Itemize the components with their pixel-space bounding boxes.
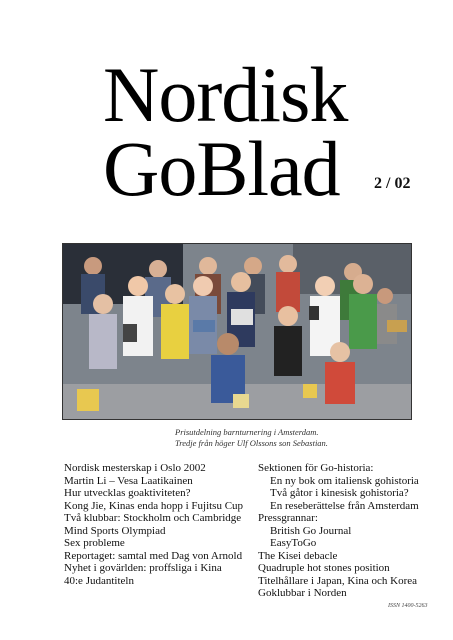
toc-section-heading: Pressgrannar:: [258, 512, 318, 524]
toc-item: Sex probleme: [64, 537, 125, 549]
toc-right-column: [258, 462, 438, 600]
toc-item: Kong Jie, Kinas enda hopp i Fujitsu Cup: [64, 499, 244, 512]
toc-item: Martin Li – Vesa Laatikainen: [64, 474, 193, 487]
toc-section-heading: Sektionen för Go-historia:: [258, 462, 374, 474]
caption-line2: Tredje från höger Ulf Olssons son Sebastian.: [175, 438, 328, 448]
toc-item: The Kisei debacle: [258, 549, 338, 562]
masthead-title-line1: Nordisk: [103, 51, 348, 138]
toc-item: Goklubbar i Norden: [258, 587, 347, 599]
toc-subitem: EasyToGo: [270, 537, 317, 549]
caption-line1: Prisutdelning barnturnering i Amsterdam.: [175, 427, 319, 437]
issn-number: ISSN 1400-5263: [388, 603, 428, 609]
toc-item: Två klubbar: Stockholm och Cambridge: [64, 512, 242, 524]
toc-item: Nordisk mesterskap i Oslo 2002: [64, 462, 206, 474]
toc-item: Titelhållare i Japan, Kina och Korea: [258, 574, 418, 587]
toc-left-column: [64, 462, 254, 587]
toc-subitem: En reseberättelse från Amsterdam: [270, 499, 419, 512]
toc-item: Nyhet i govärlden: proffsliga i Kina: [64, 562, 222, 574]
toc-item: 40:e Judantiteln: [64, 574, 134, 587]
toc-subitem: British Go Journal: [270, 524, 352, 537]
toc-item: Reportaget: samtal med Dag von Arnold: [64, 549, 243, 562]
cover-photo: [62, 243, 412, 420]
issue-number: 2 / 02: [374, 175, 411, 192]
toc-item: Hur utvecklas goaktiviteten?: [64, 487, 191, 499]
masthead-title-line2: GoBlad: [103, 125, 340, 212]
toc-item: Quadruple hot stones position: [258, 562, 390, 574]
photo-caption: [175, 427, 405, 449]
toc-item: Mind Sports Olympiad: [64, 524, 166, 537]
toc-subitem: En ny bok om italiensk gohistoria: [270, 474, 419, 487]
toc-subitem: Två gåtor i kinesisk gohistoria?: [270, 487, 409, 499]
